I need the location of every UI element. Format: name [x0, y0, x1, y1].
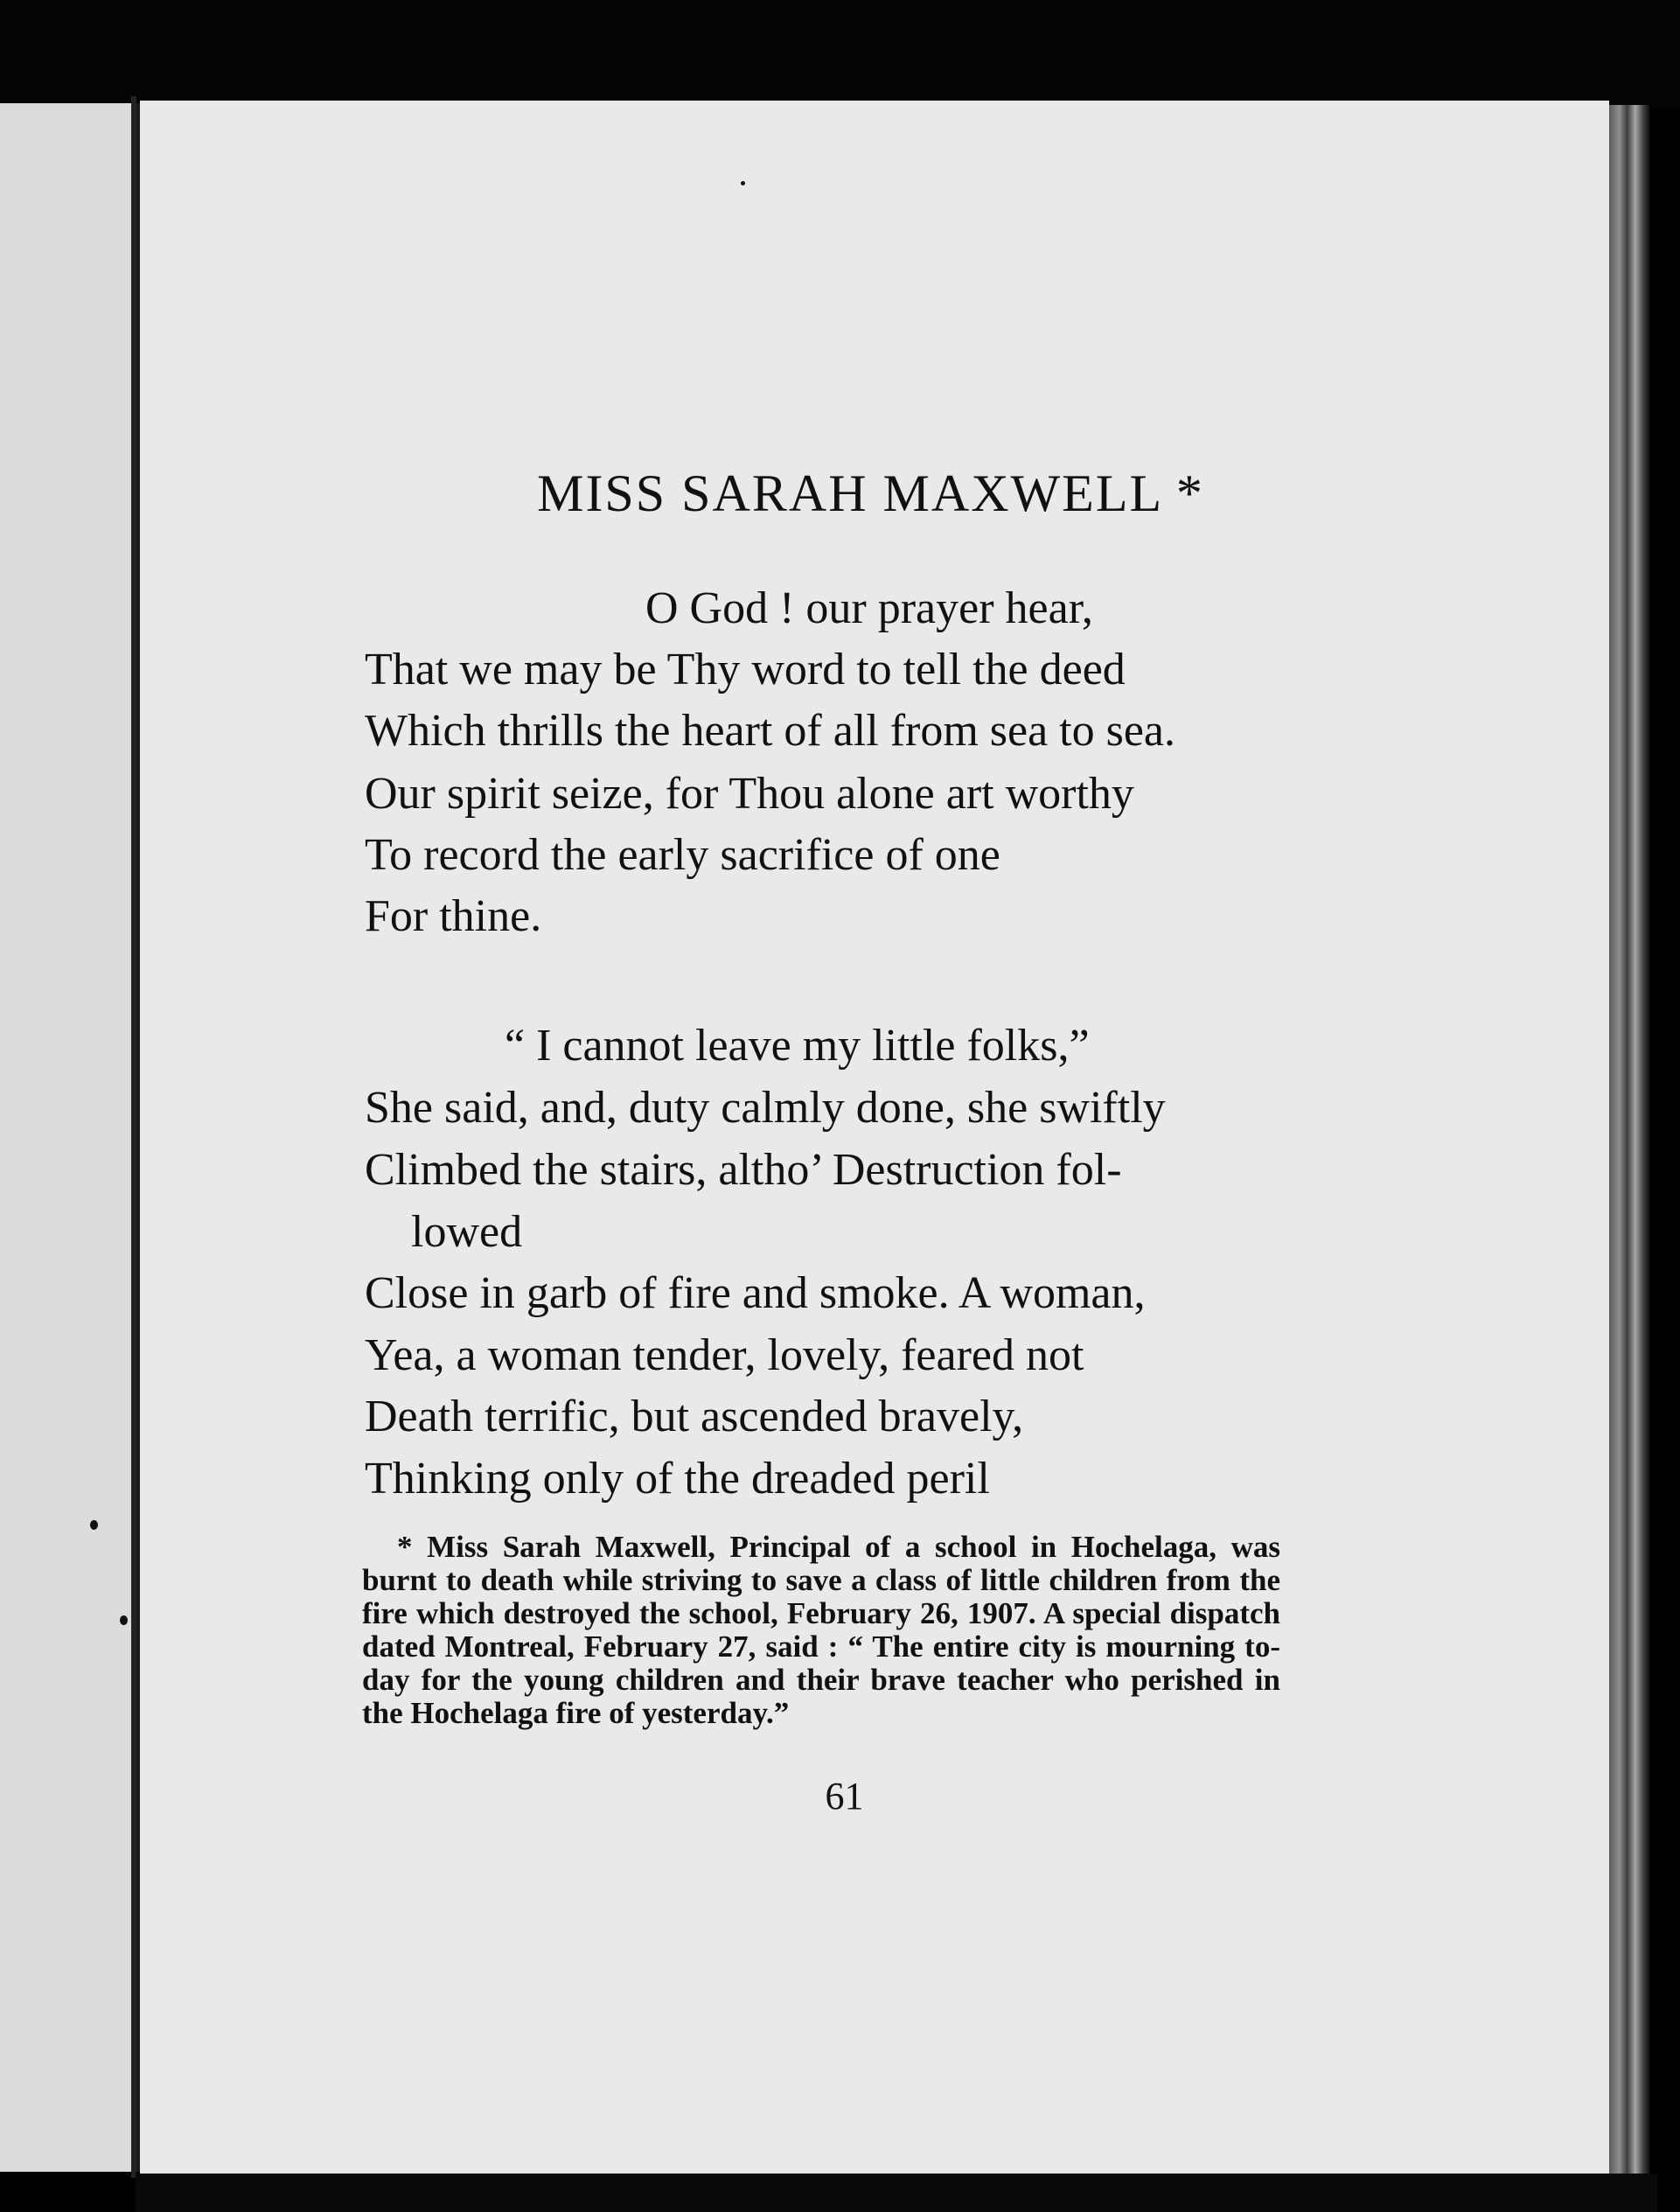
page-stack-edge — [1609, 105, 1649, 2187]
poem-line: Climbed the stairs, altho’ Destruction fol- — [365, 1145, 1122, 1195]
footnote: * Miss Sarah Maxwell, Principal of a school in Hochelaga, was burnt to death while striving to save a class of little children from the fire which destroyed the school, February 26, 1907. A special dispatch dated Montreal, February 27, said : “ The entire city is mourning to-day for the young children and their brave teacher who perished in the Hochelaga fire of yesterday.” — [362, 1530, 1280, 1730]
poem-line: Yea, a woman tender, lovely, feared not — [365, 1330, 1084, 1380]
poem-line: Close in garb of fire and smoke. A woman, — [365, 1268, 1146, 1318]
poem-line: Death terrific, but ascended bravely, — [365, 1392, 1024, 1441]
scan-speck — [120, 1615, 128, 1625]
poem-line: Our spirit seize, for Thou alone art worthy — [365, 769, 1134, 819]
poem-title: MISS SARAH MAXWELL * — [537, 464, 1204, 522]
poem-line: Which thrills the heart of all from sea to sea. — [365, 706, 1176, 756]
poem-line: That we may be Thy word to tell the deed — [365, 645, 1126, 694]
book-page — [140, 101, 1609, 2174]
binding-edge — [131, 96, 136, 2178]
poem-line: “ I cannot leave my little folks,” — [505, 1021, 1090, 1071]
poem-line: To record the early sacrifice of one — [365, 830, 1000, 880]
scan-speck — [90, 1520, 98, 1530]
poem-line: lowed — [411, 1207, 523, 1257]
poem-line: O God ! our prayer hear, — [645, 583, 1093, 633]
scan-speck — [741, 181, 745, 185]
poem-line: Thinking only of the dreaded peril — [365, 1454, 990, 1504]
page-number: 61 — [825, 1775, 864, 1818]
poem-line: For thine. — [365, 891, 542, 941]
scan-background — [0, 0, 1680, 109]
poem-line: She said, and, duty calmly done, she swiftly — [365, 1083, 1166, 1133]
scan-bottom-edge — [136, 2174, 1657, 2212]
facing-page-edge — [0, 103, 141, 2172]
